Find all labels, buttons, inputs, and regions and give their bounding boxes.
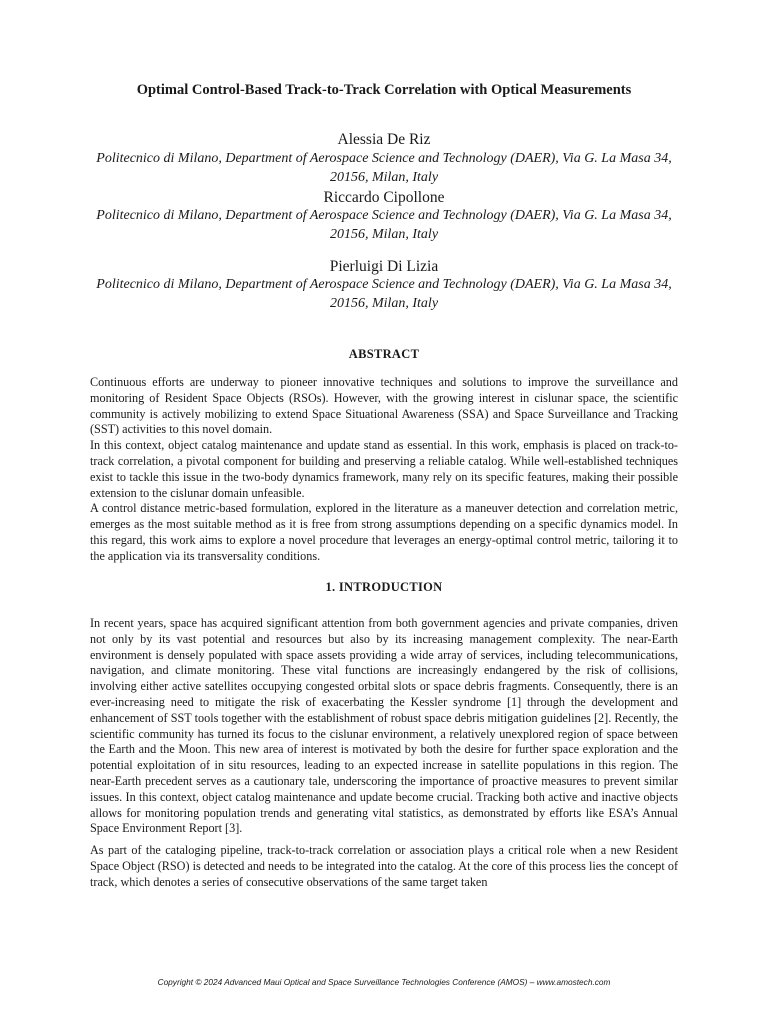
abstract-paragraph: In this context, object catalog maintenance and update stand as essential. In this work, emphasis is placed on track-to-track correlation, a pivotal component for building and preserving a reliable catalog. While well-established techniques exist to tackle this issue in the two-body dynamics framework, many rely on its specific features, making their possible extension to the cislunar domain unfeasible. xyxy=(90,438,678,500)
introduction-body xyxy=(90,616,678,891)
paper-title: Optimal Control-Based Track-to-Track Correlation with Optical Measurements xyxy=(136,82,632,98)
introduction-paragraph: In recent years, space has acquired significant attention from both government agencies and private companies, driven not only by its vast potential and resources but also by its increasing management complexity. The near-Earth environment is densely populated with space assets providing a wide array of services, including telecommunications, navigation, and climate monitoring. These vital functions are increasingly endangered by the risk of collisions, involving either active satellites occupying congested orbital slots or space debris fragments. Consequently, there is an ever-increasing need to mitigate the risk of exacerbating the Kessler syndrome [1] through the development and enhancement of SST tools together with the establishment of robust space debris mitigation guidelines [2]. Recently, the scientific community has turned its focus to the cislunar environment, a relatively unexplored region of space between the Earth and the Moon. This new area of interest is motivated by both the desire for further space exploration and the potential exploitation of in situ resources, leading to an expected increase in satellite populations in this region. The near-Earth precedent serves as a cautionary tale, underscoring the importance of proactive measures to prevent similar issues. In this context, object catalog maintenance and update become crucial. Tracking both active and inactive objects allows for monitoring population trends and generating vital statistics, as demonstrated by efforts like ESA’s Annual Space Environment Report [3]. xyxy=(90,616,678,836)
author-name: Riccardo Cipollone xyxy=(323,189,445,206)
author-name: Pierluigi Di Lizia xyxy=(329,258,439,275)
introduction-heading: 1. INTRODUCTION xyxy=(325,580,443,594)
copyright-footer: Copyright © 2024 Advanced Maui Optical and Space Surveillance Technologies Conference (AMOS) – www.amostech.com xyxy=(157,977,611,987)
abstract-paragraph: A control distance metric-based formulation, explored in the literature as a maneuver detection and correlation metric, emerges as the most suitable method as it is free from strong assumptions depending on a specific dynamics model. In this regard, this work aims to explore a novel procedure that leverages an energy-optimal control metric, tailoring it to the application via its transversality conditions. xyxy=(90,501,678,563)
author-name: Alessia De Riz xyxy=(337,131,431,148)
abstract-body xyxy=(90,375,678,565)
author-affiliation: Politecnico di Milano, Department of Aerospace Science and Technology (DAER), Via G. La Masa 34, 20156, Milan, Italy xyxy=(96,277,672,311)
abstract-paragraph: Continuous efforts are underway to pioneer innovative techniques and solutions to improve the surveillance and monitoring of Resident Space Objects (RSOs). However, with the growing interest in cislunar space, the scientific community is actively mobilizing to extend Space Situational Awareness (SSA) and Space Surveillance and Tracking (SST) activities to this novel domain. xyxy=(90,375,678,437)
introduction-paragraph: As part of the cataloging pipeline, track-to-track correlation or association plays a critical role when a new Resident Space Object (RSO) is detected and needs to be integrated into the catalog. At the core of this process lies the concept of track, which denotes a series of consecutive observations of the same target taken xyxy=(90,843,678,889)
abstract-heading: ABSTRACT xyxy=(348,347,420,361)
author-affiliation: Politecnico di Milano, Department of Aerospace Science and Technology (DAER), Via G. La Masa 34, 20156, Milan, Italy xyxy=(96,151,672,185)
author-affiliation: Politecnico di Milano, Department of Aerospace Science and Technology (DAER), Via G. La Masa 34, 20156, Milan, Italy xyxy=(96,208,672,242)
